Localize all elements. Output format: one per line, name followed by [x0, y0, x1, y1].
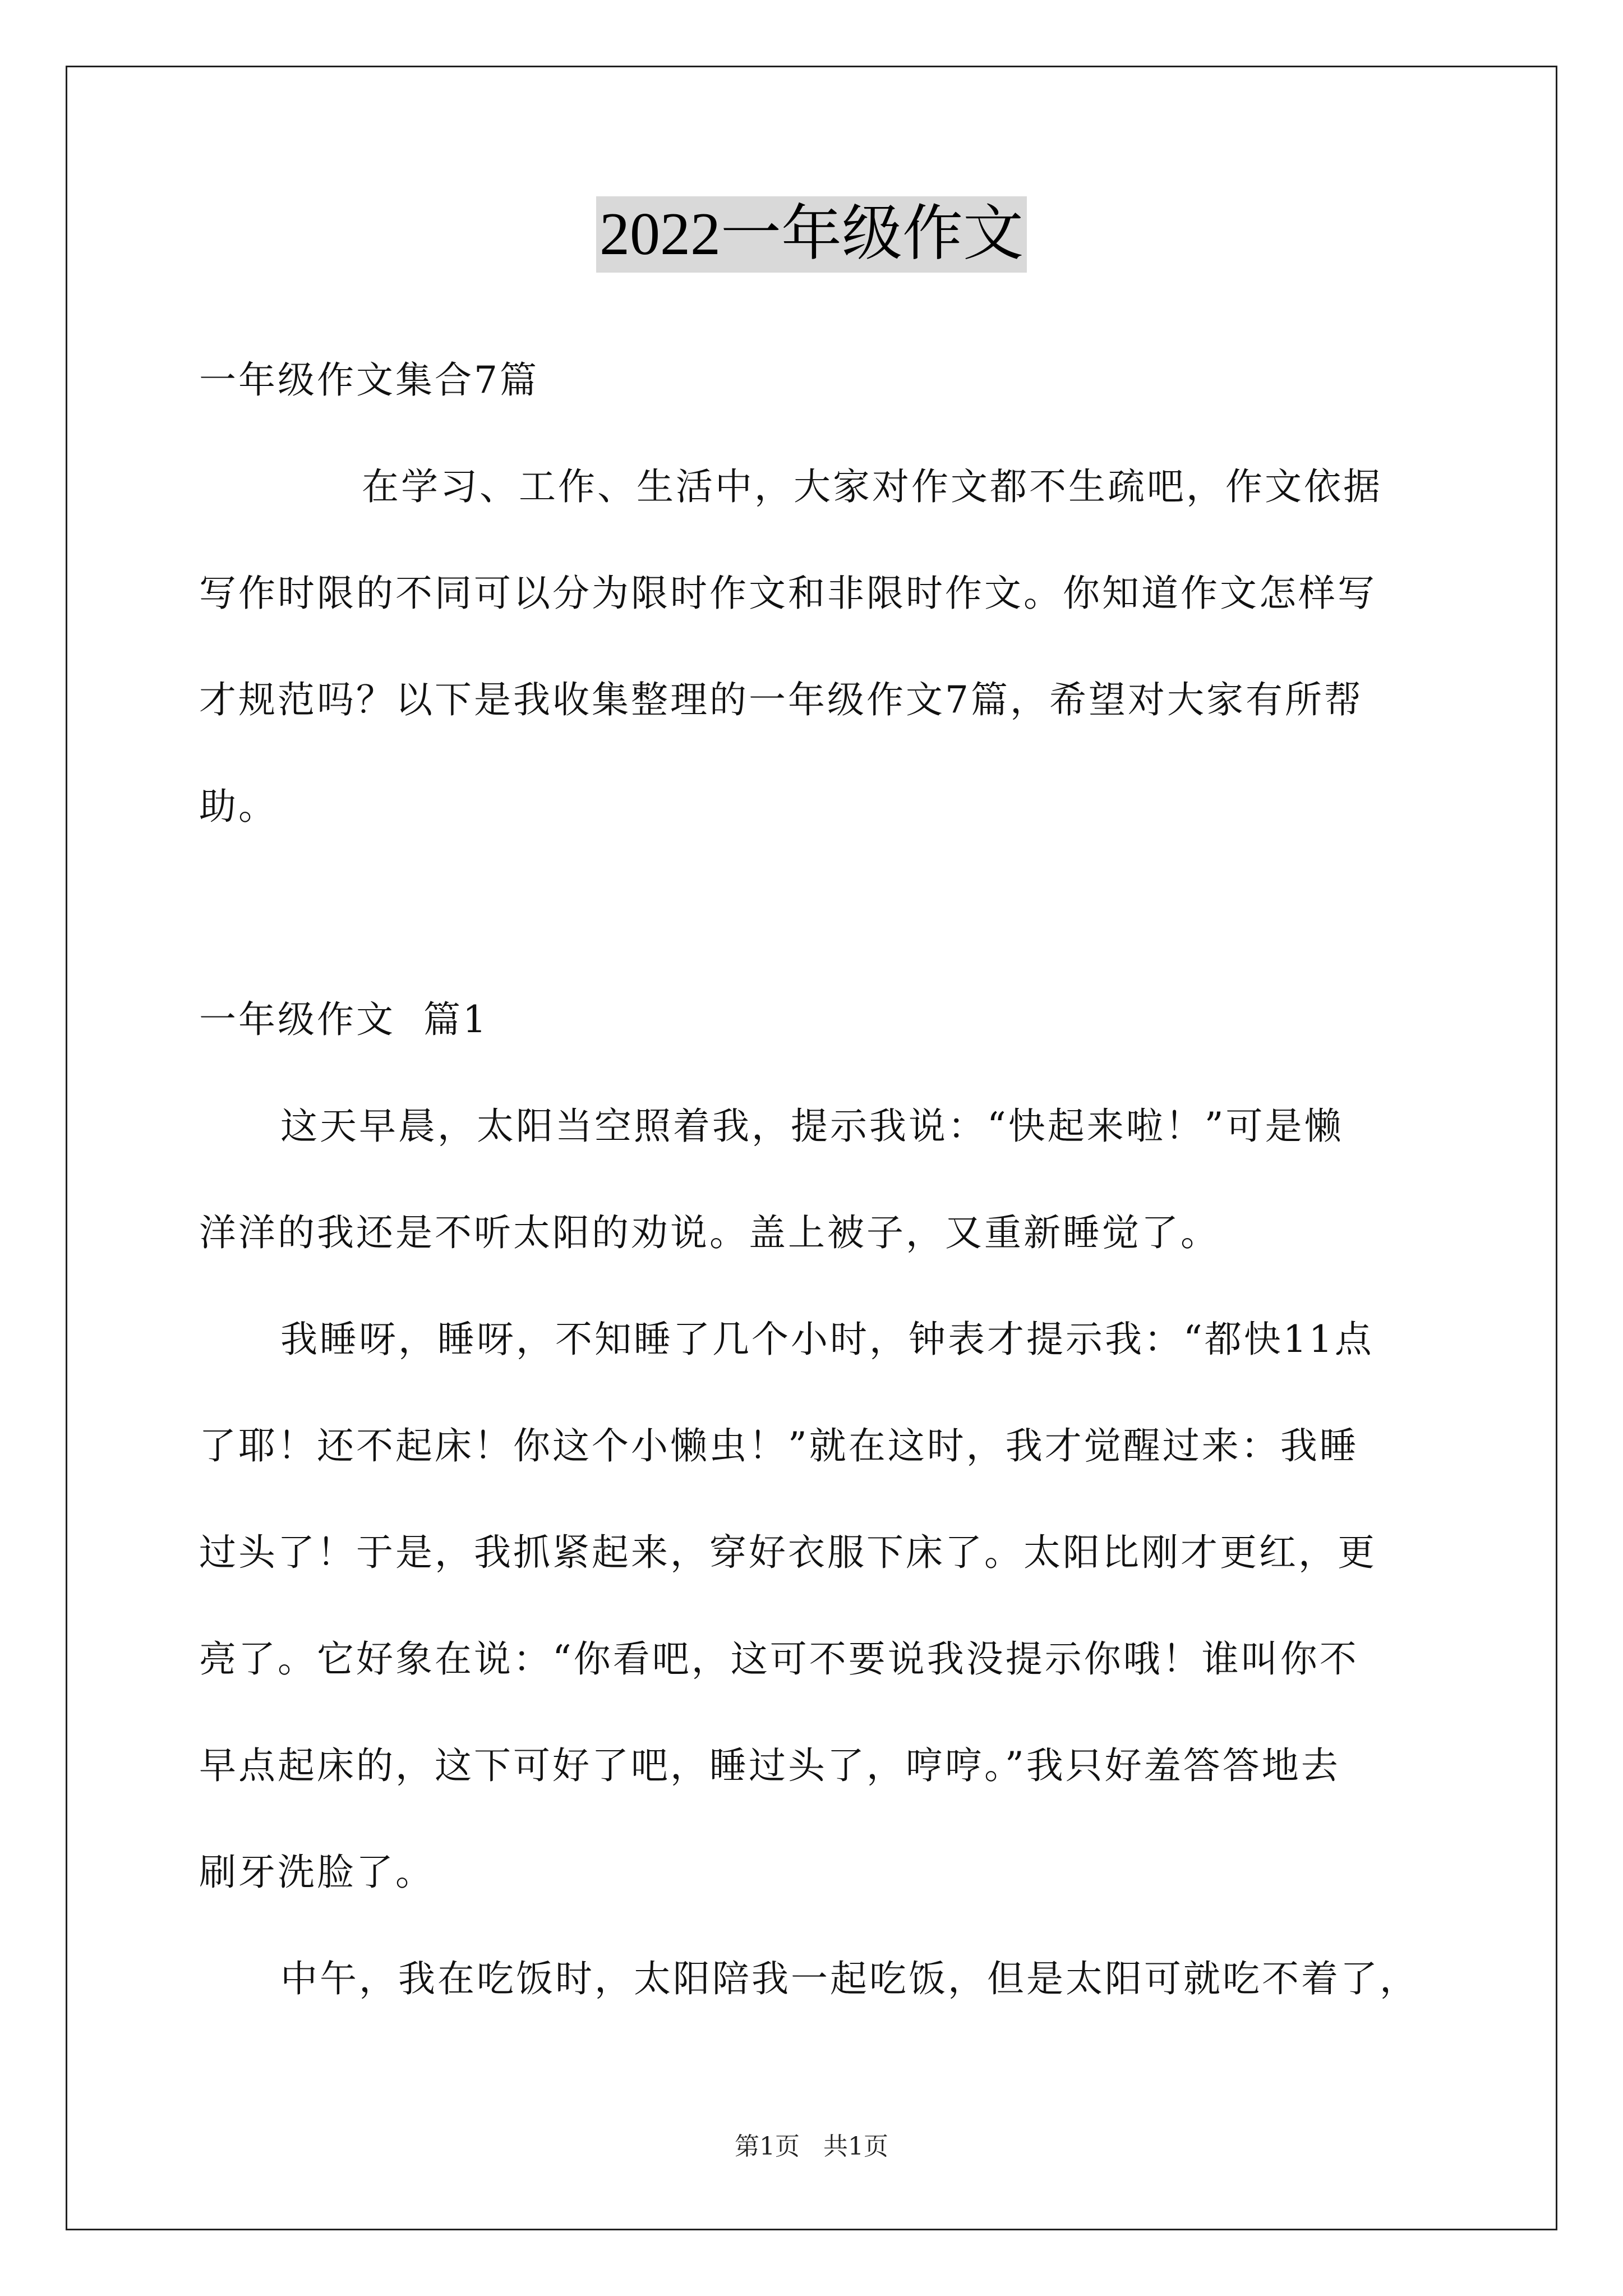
paragraph-line: 这天早晨，太阳当空照着我，提示我说：“快起来啦！”可是懒 — [280, 1105, 1344, 1148]
intro-line: 助。 — [199, 785, 278, 828]
intro-paragraph — [199, 434, 1436, 860]
paragraph-line: 亮了。它好象在说：“你看吧，这可不要说我没提示你哦！谁叫你不 — [199, 1637, 1359, 1681]
document-subtitle-block — [199, 327, 1436, 434]
intro-line: 写作时限的不同可以分为限时作文和非限时作文。你知道作文怎样写 — [199, 572, 1377, 615]
paragraph-line: 洋洋的我还是不听太阳的劝说。盖上被子，又重新睡觉了。 — [199, 1211, 1220, 1254]
paragraph-3 — [199, 1926, 1436, 2032]
paragraph-line: 我睡呀，睡呀，不知睡了几个小时，钟表才提示我：“都快11点 — [280, 1318, 1374, 1361]
section-heading-block — [199, 967, 1436, 1073]
paragraph-2 — [199, 1286, 1436, 1926]
document-subtitle: 一年级作文集合7篇 — [199, 358, 539, 402]
paragraph-line: 早点起床的，这下可好了吧，睡过头了，哼哼。”我只好羞答答地去 — [199, 1744, 1340, 1787]
intro-line: 才规范吗？以下是我收集整理的一年级作文7篇，希望对大家有所帮 — [199, 678, 1363, 721]
paragraph-line: 过头了！于是，我抓紧起来，穿好衣服下床了。太阳比刚才更红，更 — [199, 1531, 1377, 1574]
page-footer: 第1页 共1页 — [735, 2132, 888, 2161]
document-title: 2022一年级作文 — [596, 196, 1027, 273]
paragraph-1 — [199, 1073, 1436, 1286]
paragraph-line: 刷牙洗脸了。 — [199, 1851, 435, 1894]
paragraph-line: 了耶！还不起床！你这个小懒虫！”就在这时，我才觉醒过来：我睡 — [199, 1424, 1359, 1467]
intro-line: 在学习、工作、生活中，大家对作文都不生疏吧，作文依据 — [362, 465, 1382, 508]
title-container — [0, 196, 1623, 273]
paragraph-line: 中午，我在吃饭时，太阳陪我一起吃饭，但是太阳可就吃不着了， — [280, 1957, 1419, 2000]
section-heading: 一年级作文 篇1 — [199, 998, 488, 1041]
